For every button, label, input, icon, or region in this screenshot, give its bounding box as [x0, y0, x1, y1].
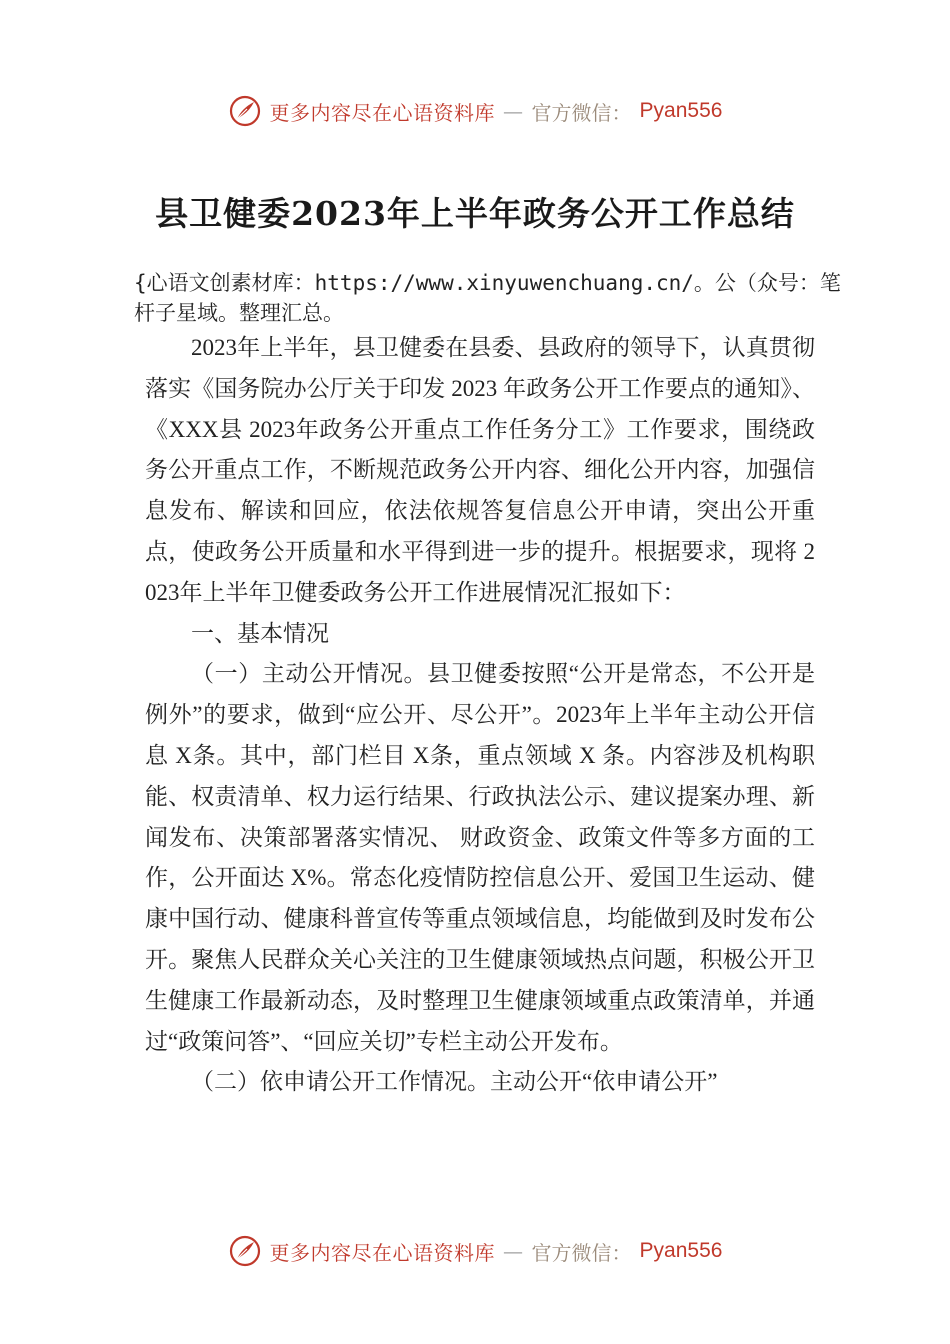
paragraph-intro: 2023年上半年，县卫健委在县委、县政府的领导下，认真贯彻落实《国务院办公厅关于印发 2023 年政务公开工作要点的通知》、《XXX县 2023年政务公开重点工作任务分工》工作要求，围绕政务公开重点工作，不断规范政务公开内容、细化公开内容，加强信息发布、解读和回应，依法依规答复信息公开申请，突出公开重点，使政务公开质量和水平得到进一步的提升。根据要求，现将 2023年上半年卫健委政务公开工作进展情况汇报如下：: [145, 335, 815, 605]
paragraph-request-disclosure: （二）依申请公开工作情况。主动公开“依申请公开”: [191, 1069, 718, 1095]
section-heading-basic: 一、基本情况: [191, 620, 329, 646]
banner-separator: —: [503, 1239, 524, 1263]
quill-pen-logo-icon: [228, 94, 262, 128]
header-banner: [0, 94, 950, 128]
document-body: [145, 328, 815, 1103]
paragraph-active-disclosure: （一）主动公开情况。县卫健委按照“公开是常态，不公开是例外”的要求，做到“应公开、尽公开”。2023年上半年主动公开信息 X条。其中，部门栏目 X条，重点领域 X 条。内容涉及机构职能、权责清单、权力运行结果、行政执法公示、建议提案办理、新闻发布、决策部署落实情况、 财政资金、政策文件等多方面的工作，公开面达 X%。常态化疫情防控信息公开、爱国卫生运动、健康中国行动、健康科普宣传等重点领域信息，均能做到及时发布公开。聚焦人民群众关心关注的卫生健康领域热点问题，积极公开卫生健康工作最新动态，及时整理卫生健康领域重点政策清单，并通过“政策问答”、“回应关切”专栏主动公开发布。: [145, 661, 815, 1054]
footer-banner: [0, 1234, 950, 1268]
source-note: {心语文创素材库：https://www.xinyuwenchuang.cn/。公（众号：笔杆子星域。整理汇总。: [134, 271, 841, 325]
banner-wechat-id: Pyan556: [639, 99, 723, 122]
banner-wechat-label: 官方微信：: [531, 1240, 632, 1265]
banner-separator: —: [503, 99, 524, 123]
banner-wechat-id: Pyan556: [639, 1239, 723, 1262]
banner-slogan: 更多内容尽在心语资料库: [269, 1240, 496, 1265]
document-title: 县卫健委2023年上半年政务公开工作总结: [155, 194, 795, 233]
quill-pen-logo-icon: [228, 1234, 262, 1268]
banner-slogan: 更多内容尽在心语资料库: [269, 100, 496, 125]
banner-wechat-label: 官方微信：: [531, 100, 632, 125]
